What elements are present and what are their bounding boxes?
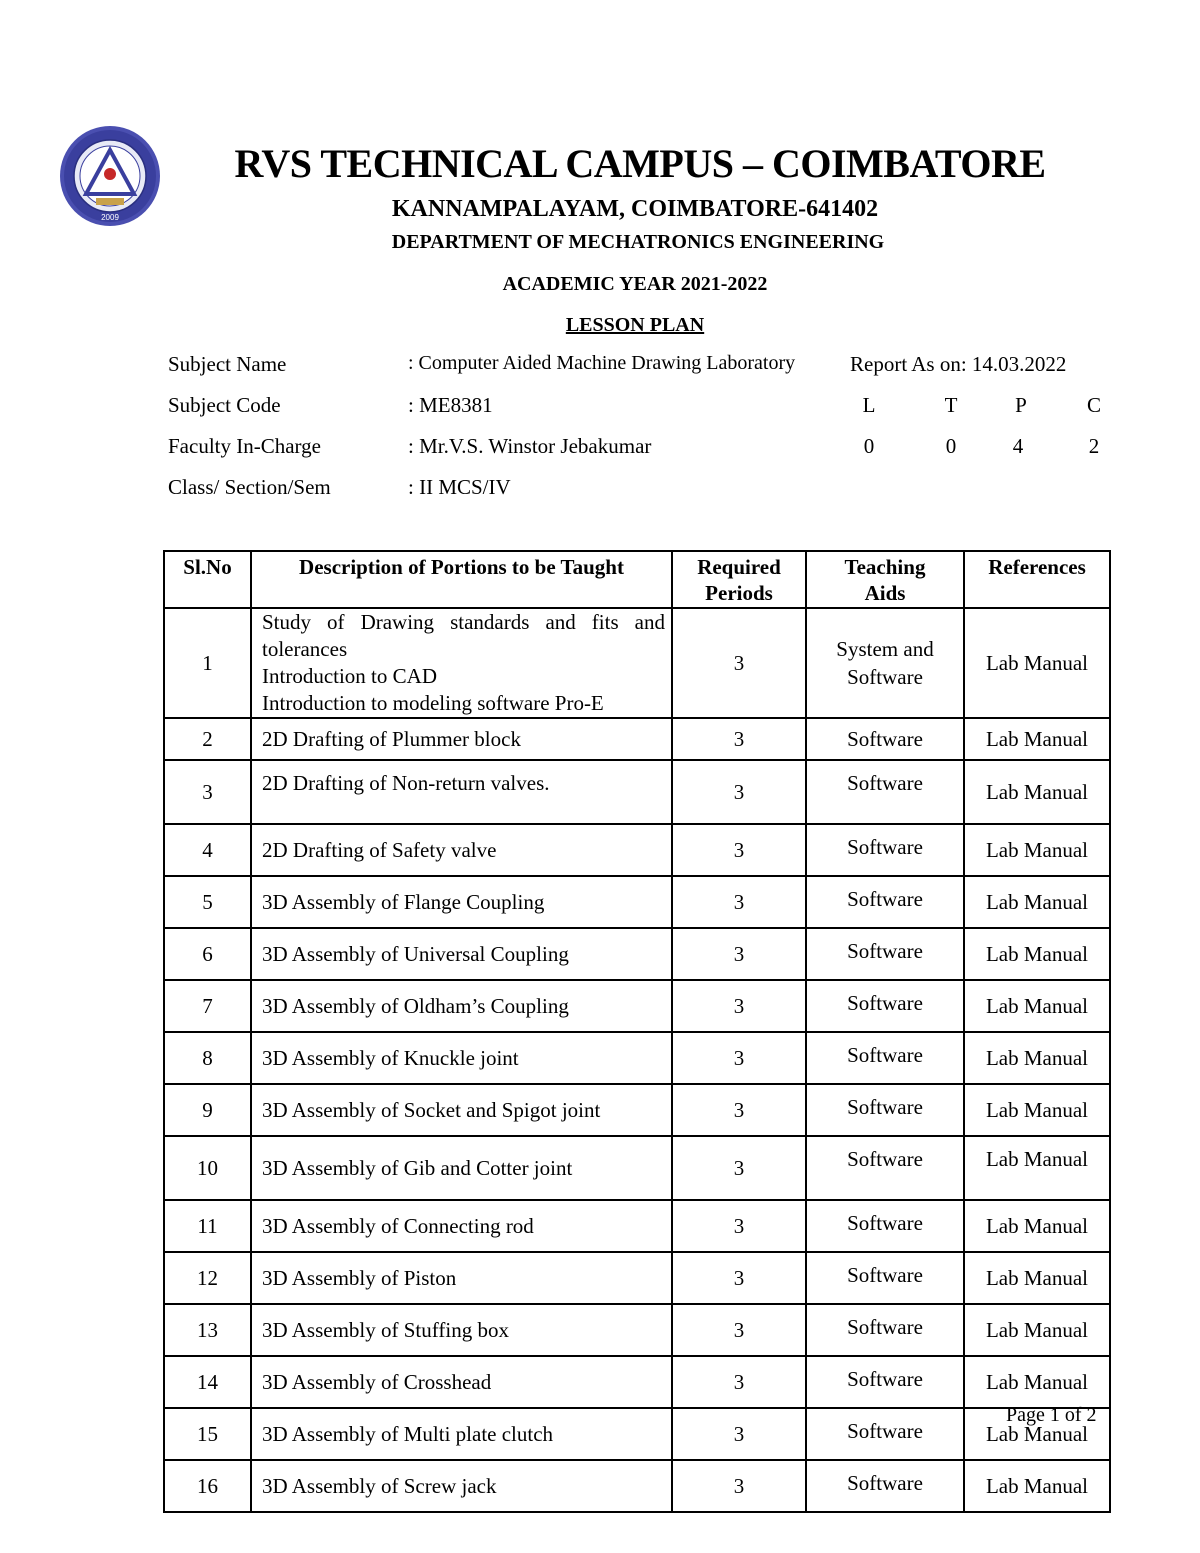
department: DEPARTMENT OF MECHATRONICS ENGINEERING <box>391 231 885 253</box>
row-ref: Lab Manual <box>964 1252 1110 1304</box>
row-ref: Lab Manual <box>964 1356 1110 1408</box>
row-aids: Software <box>806 980 964 1032</box>
ltpc-header-l: L <box>862 393 876 417</box>
row-aids: Software <box>806 1032 964 1084</box>
row-aids: Software <box>806 1356 964 1408</box>
row-ref: Lab Manual <box>964 876 1110 928</box>
row-description: 3D Assembly of Socket and Spigot joint <box>251 1084 672 1136</box>
subject-name-value: : Computer Aided Machine Drawing Laboratory <box>408 352 796 374</box>
row-no: 8 <box>164 1032 251 1084</box>
row-periods: 3 <box>672 1460 806 1512</box>
row-periods: 3 <box>672 1356 806 1408</box>
table-row <box>164 876 1110 928</box>
row-no: 3 <box>164 760 251 824</box>
row-ref: Lab Manual <box>964 1200 1110 1252</box>
table-row <box>164 1084 1110 1136</box>
row-ref: Lab Manual <box>964 1304 1110 1356</box>
row-no: 6 <box>164 928 251 980</box>
row-description <box>251 608 672 718</box>
subject-name-label: Subject Name <box>168 352 287 376</box>
header-teaching-aids: Teaching Aids <box>806 551 964 608</box>
header-description: Description of Portions to be Taught <box>251 551 672 608</box>
faculty-label: Faculty In-Charge <box>168 434 321 458</box>
table-row <box>164 608 1110 718</box>
doc-type: LESSON PLAN <box>565 314 705 336</box>
row-aids: Software <box>806 1460 964 1512</box>
row-no: 7 <box>164 980 251 1032</box>
row-periods: 3 <box>672 608 806 718</box>
desc-line: Introduction to modeling software Pro-E <box>262 691 604 715</box>
row-description: 2D Drafting of Safety valve <box>251 824 672 876</box>
desc-line: Introduction to CAD <box>262 664 437 688</box>
row-no: 14 <box>164 1356 251 1408</box>
row-ref: Lab Manual <box>964 1084 1110 1136</box>
row-periods: 3 <box>672 1200 806 1252</box>
row-aids: Software <box>806 928 964 980</box>
row-description: 3D Assembly of Oldham’s Coupling <box>251 980 672 1032</box>
row-ref: Lab Manual <box>964 928 1110 980</box>
table-row <box>164 1200 1110 1252</box>
row-description: 3D Assembly of Connecting rod <box>251 1200 672 1252</box>
row-aids: Software <box>806 1200 964 1252</box>
row-description: 3D Assembly of Piston <box>251 1252 672 1304</box>
ltpc-header-p: P <box>1015 393 1027 417</box>
desc-line: Study of Drawing standards and fits and tolerances <box>262 610 665 661</box>
row-description: 3D Assembly of Screw jack <box>251 1460 672 1512</box>
row-description: 3D Assembly of Stuffing box <box>251 1304 672 1356</box>
table-row <box>164 980 1110 1032</box>
row-no: 2 <box>164 718 251 760</box>
header-slno: Sl.No <box>164 551 251 608</box>
row-description: 3D Assembly of Crosshead <box>251 1356 672 1408</box>
row-aids: Software <box>806 1136 964 1200</box>
row-periods: 3 <box>672 1136 806 1200</box>
row-periods: 3 <box>672 876 806 928</box>
row-periods: 3 <box>672 760 806 824</box>
table-row <box>164 1032 1110 1084</box>
academic-year: ACADEMIC YEAR 2021-2022 <box>502 273 768 295</box>
row-no: 4 <box>164 824 251 876</box>
row-no: 1 <box>164 608 251 718</box>
row-ref: Lab Manual <box>964 980 1110 1032</box>
row-periods: 3 <box>672 980 806 1032</box>
page-title: RVS TECHNICAL CAMPUS – COIMBATORE <box>234 141 1046 186</box>
class-label: Class/ Section/Sem <box>168 475 331 499</box>
table-header-row <box>164 551 1110 608</box>
table-row <box>164 824 1110 876</box>
row-description: 3D Assembly of Knuckle joint <box>251 1032 672 1084</box>
ltpc-value-l: 0 <box>863 434 875 458</box>
row-periods: 3 <box>672 1408 806 1460</box>
row-ref: Lab Manual <box>964 1408 1110 1460</box>
row-no: 11 <box>164 1200 251 1252</box>
row-no: 15 <box>164 1408 251 1460</box>
row-aids: Software <box>806 1304 964 1356</box>
table-row <box>164 928 1110 980</box>
row-periods: 3 <box>672 928 806 980</box>
lesson-plan-table <box>163 550 1111 1513</box>
table-row <box>164 760 1110 824</box>
table-row <box>164 1136 1110 1200</box>
subject-code-value: : ME8381 <box>408 393 493 417</box>
page-number: Page 1 of 2 <box>1006 1404 1097 1426</box>
subject-code-label: Subject Code <box>168 393 281 417</box>
ltpc-value-t: 0 <box>945 434 957 458</box>
header-periods: Required Periods <box>672 551 806 608</box>
row-no: 12 <box>164 1252 251 1304</box>
row-periods: 3 <box>672 1032 806 1084</box>
table-row <box>164 1304 1110 1356</box>
row-ref: Lab Manual <box>964 608 1110 718</box>
row-periods: 3 <box>672 1252 806 1304</box>
row-aids: Software <box>806 876 964 928</box>
ltpc-value-c: 2 <box>1088 434 1100 458</box>
row-aids: Software <box>806 718 964 760</box>
table-row <box>164 1356 1110 1408</box>
row-description: 3D Assembly of Flange Coupling <box>251 876 672 928</box>
row-no: 16 <box>164 1460 251 1512</box>
faculty-value: : Mr.V.S. Winstor Jebakumar <box>408 434 652 458</box>
header-references: References <box>964 551 1110 608</box>
row-description: 3D Assembly of Gib and Cotter joint <box>251 1136 672 1200</box>
row-ref: Lab Manual <box>964 1136 1110 1200</box>
ltpc-header-c: C <box>1086 393 1101 417</box>
row-periods: 3 <box>672 718 806 760</box>
row-aids: Software <box>806 1408 964 1460</box>
row-description: 2D Drafting of Non-return valves. <box>251 760 672 824</box>
row-ref: Lab Manual <box>964 1032 1110 1084</box>
address: KANNAMPALAYAM, COIMBATORE-641402 <box>391 196 879 222</box>
ltpc-value-p: 4 <box>1012 434 1024 458</box>
row-aids: Software <box>806 760 964 824</box>
row-periods: 3 <box>672 824 806 876</box>
logo-year: 2009 <box>101 213 119 222</box>
row-ref: Lab Manual <box>964 1460 1110 1512</box>
row-no: 10 <box>164 1136 251 1200</box>
ltpc-header-t: T <box>944 393 958 417</box>
row-no: 13 <box>164 1304 251 1356</box>
row-ref: Lab Manual <box>964 760 1110 824</box>
row-ref: Lab Manual <box>964 718 1110 760</box>
row-aids: Software <box>806 824 964 876</box>
row-no: 5 <box>164 876 251 928</box>
row-aids: Software <box>806 1084 964 1136</box>
table-row <box>164 1460 1110 1512</box>
table-row <box>164 1408 1110 1460</box>
row-aids: Software <box>806 1252 964 1304</box>
table-row <box>164 1252 1110 1304</box>
row-description: 2D Drafting of Plummer block <box>251 718 672 760</box>
row-description: 3D Assembly of Universal Coupling <box>251 928 672 980</box>
row-ref: Lab Manual <box>964 824 1110 876</box>
row-periods: 3 <box>672 1084 806 1136</box>
row-aids: System and Software <box>806 608 964 718</box>
class-value: : II MCS/IV <box>408 475 511 499</box>
row-no: 9 <box>164 1084 251 1136</box>
report-date: Report As on: 14.03.2022 <box>850 352 1067 376</box>
table-row <box>164 718 1110 760</box>
row-description: 3D Assembly of Multi plate clutch <box>251 1408 672 1460</box>
row-periods: 3 <box>672 1304 806 1356</box>
